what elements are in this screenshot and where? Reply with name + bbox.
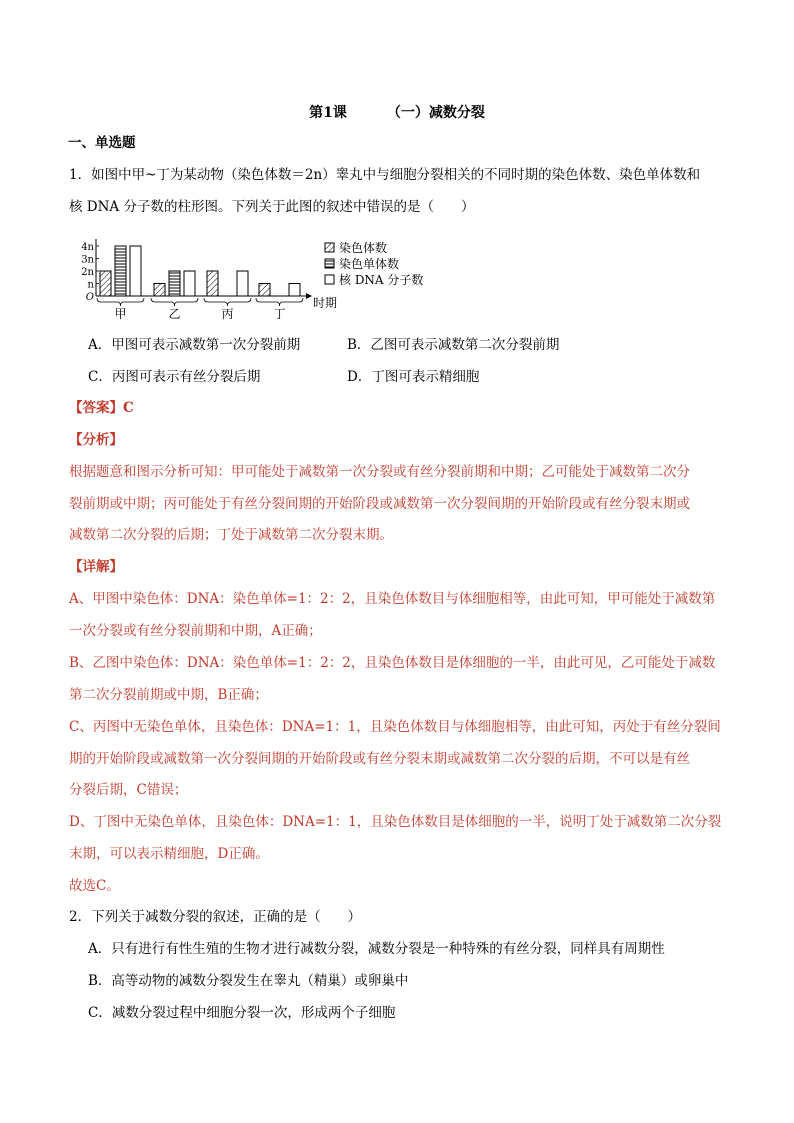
bar [154, 284, 165, 297]
bar [237, 271, 248, 296]
x-category-label: 丙 [221, 307, 234, 321]
bar [259, 284, 270, 297]
detail-line: B、乙图中染色体：DNA：染色单体=1：2：2，且染色体数目是体细胞的一半，由此可见，乙可能处于减数 [69, 655, 716, 671]
lesson-topic: （一）减数分裂 [386, 105, 485, 121]
analysis-line: 裂前期或中期；丙可能处于有丝分裂间期的开始阶段或减数第一次分裂间期的开始阶段或有丝分裂末期或 [69, 496, 690, 512]
group-brace [151, 298, 198, 306]
y-tick-label: 3n [81, 254, 94, 266]
q2-option-b: B．高等动物的减数分裂发生在睾丸（精巢）或卵巢中 [88, 973, 409, 989]
detail-line: D、丁图中无染色单体，且染色体：DNA=1：1，且染色体数目是体细胞的一半，说明丁处于减数第二次分裂 [69, 814, 722, 830]
detail-line: C、丙图中无染色单体，且染色体：DNA=1：1，且染色体数目与体细胞相等，由此可知，丙处于有丝分裂间 [69, 719, 721, 735]
y-tick-label: 2n [81, 267, 94, 278]
bar [207, 271, 218, 296]
y-tick-label: n [87, 279, 94, 291]
x-category-label: 甲 [114, 307, 127, 321]
bar [130, 246, 141, 296]
x-axis-arrow [306, 293, 312, 299]
detail-line: 第二次分裂前期或中期，B正确； [69, 687, 268, 703]
q1-option-b: B．乙图可表示减数第二次分裂前期 [347, 337, 560, 353]
q2-option-a: A．只有进行有性生殖的生物才进行减数分裂，减数分裂是一种特殊的有丝分裂，同样具有周期性 [88, 941, 665, 957]
bar [289, 284, 300, 297]
detail-line: 分裂后期，C错误； [69, 782, 188, 798]
q1-option-d: D．丁图可表示精细胞 [347, 369, 480, 385]
group-brace [256, 298, 303, 306]
analysis-line: 根据题意和图示分析可知：甲可能处于减数第一次分裂或有丝分裂前期和中期；乙可能处于减数第二次分 [69, 464, 690, 480]
analysis-line: 减数第二次分裂的后期；丁处于减数第二次分裂末期。 [69, 527, 393, 543]
legend-swatch [325, 275, 334, 284]
bar [115, 246, 126, 296]
legend-label: 核 DNA 分子数 [339, 273, 424, 287]
q1-stem-line1: 1．如图中甲~丁为某动物（染色体数＝2n）睾丸中与细胞分裂相关的不同时期的染色体数、染色单体数和 [69, 167, 701, 183]
q1-option-a: A．甲图可表示减数第一次分裂前期 [88, 337, 301, 353]
group-brace [204, 298, 251, 306]
bar [169, 271, 180, 296]
q1-option-c: C．丙图可表示有丝分裂后期 [88, 369, 261, 385]
detail-line: 一次分裂或有丝分裂前期和中期，A正确； [69, 623, 322, 639]
section-heading: 一、单选题 [68, 135, 136, 151]
answer-label: 【答案】C [69, 400, 134, 416]
lesson-number: 第1课 [309, 105, 347, 121]
x-axis-label: 时期 [313, 296, 338, 310]
analysis-label: 【分析】 [69, 432, 123, 448]
bar [184, 271, 195, 296]
detail-line: 期的开始阶段或减数第一次分裂间期的开始阶段或有丝分裂末期或减数第二次分裂的后期，不可以是有丝 [69, 751, 690, 767]
detail-line: 故选C。 [69, 878, 120, 894]
legend-label: 染色单体数 [339, 257, 400, 271]
detail-line: A、甲图中染色体：DNA：染色单体=1：2：2，且染色体数目与体细胞相等，由此可知，甲可能处于减数第 [69, 591, 716, 607]
bar [100, 271, 111, 296]
bar-chart [78, 236, 448, 322]
legend-swatch [325, 259, 334, 268]
q2-option-c: C．减数分裂过程中细胞分裂一次，形成两个子细胞 [88, 1005, 396, 1021]
group-brace [97, 298, 144, 306]
detail-line: 末期，可以表示精细胞，D正确。 [69, 846, 269, 862]
detail-label: 【详解】 [69, 559, 123, 575]
legend-label: 染色体数 [339, 241, 388, 255]
y-tick-label: 4n [81, 242, 94, 253]
q2-stem: 2．下列关于减数分裂的叙述，正确的是（ ） [69, 909, 362, 925]
page-title [0, 103, 794, 123]
y-tick-label: O [85, 292, 94, 303]
legend-swatch [325, 243, 334, 252]
x-category-label: 丁 [273, 307, 286, 321]
q1-stem-line2: 核 DNA 分子数的柱形图。下列关于此图的叙述中错误的是（ ） [69, 199, 475, 215]
x-category-label: 乙 [168, 307, 181, 321]
